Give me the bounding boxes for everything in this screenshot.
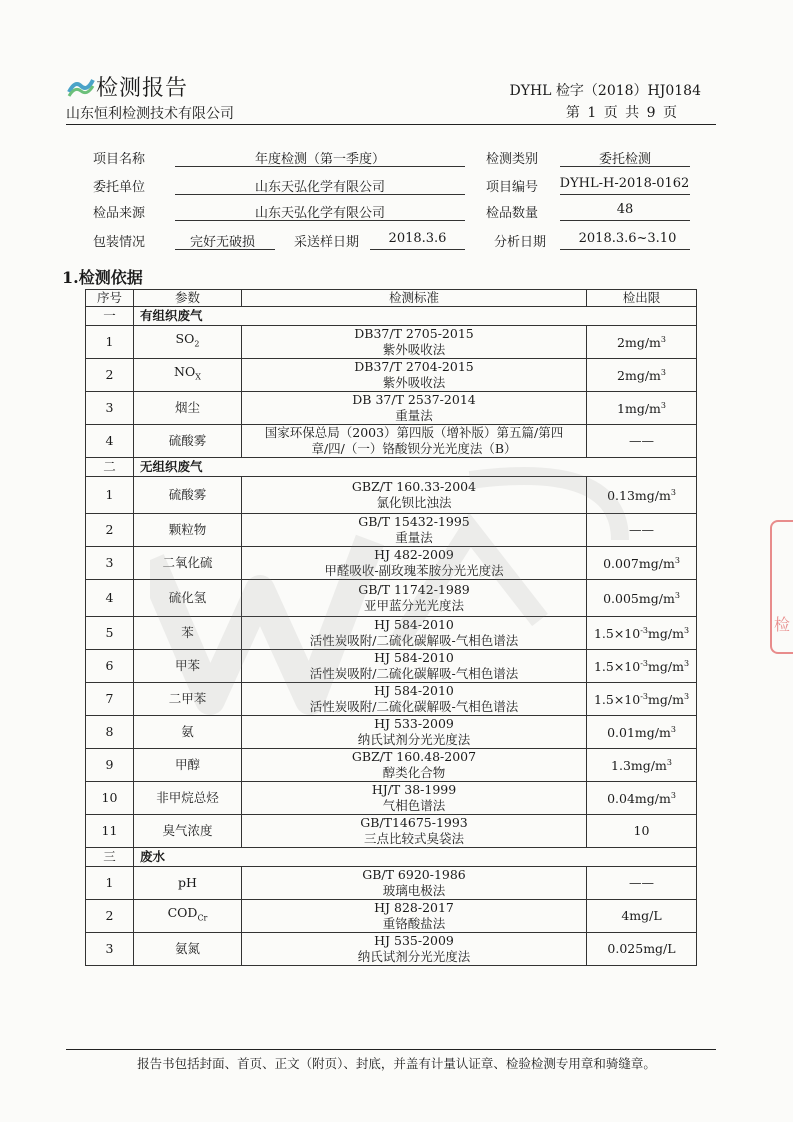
row-standard: [242, 359, 587, 392]
table-row: [86, 617, 697, 650]
row-limit: [587, 683, 697, 716]
row-limit: [587, 867, 697, 900]
standard-method: 重量法: [395, 530, 433, 545]
row-limit: [587, 650, 697, 683]
client-value: 山东天弘化学有限公司: [254, 180, 385, 195]
limit-superscript: 3: [670, 488, 676, 498]
row-param: [134, 716, 242, 749]
table-row: [86, 326, 697, 359]
limit-unit: mg/m: [648, 692, 684, 708]
standard-code: GB/T 6920-1986: [362, 867, 466, 882]
row-param: [134, 547, 242, 580]
standard-code: GBZ/T 160.48-2007: [351, 749, 477, 764]
limit-superscript: 3: [660, 368, 666, 378]
param-text: 甲苯: [174, 658, 200, 673]
table-header-row: [86, 290, 697, 307]
standard-method: 紫外吸收法: [382, 342, 446, 357]
standard-method: 气相色谱法: [382, 798, 446, 813]
param-text: 臭气浓度: [162, 823, 213, 838]
row-standard: [242, 580, 587, 617]
standard-method: 活性炭吸附/二硫化碳解吸-气相色谱法: [309, 699, 519, 714]
sample-qty-underline: [560, 220, 690, 221]
category-name: 无组织废气: [134, 458, 697, 477]
row-standard: [242, 617, 587, 650]
row-standard: [242, 683, 587, 716]
limit-superscript: 3: [660, 335, 666, 345]
category-row: [86, 458, 697, 477]
limit-text: 1.5×10: [593, 692, 641, 708]
row-standard: [242, 815, 587, 848]
limit-superscript: 3: [660, 401, 666, 411]
standard-code: HJ/T 38-1999: [371, 782, 457, 797]
category-name: 有组织废气: [134, 307, 697, 326]
table-row: [86, 392, 697, 425]
standard-method: 活性炭吸附/二硫化碳解吸-气相色谱法: [309, 633, 519, 648]
limit-text: 2mg/m: [617, 335, 661, 351]
limit-text: ——: [629, 433, 654, 448]
limit-text: ——: [629, 522, 654, 537]
row-param: [134, 749, 242, 782]
table-row: [86, 425, 697, 458]
sampling-date-label: 采送样日期: [294, 235, 360, 250]
packaging-value: 完好无破损: [189, 235, 255, 250]
table-row: [86, 782, 697, 815]
limit-exponent: -3: [640, 659, 649, 669]
row-standard: [242, 867, 587, 900]
client-underline: [175, 194, 465, 195]
row-limit: [587, 716, 697, 749]
row-param: [134, 580, 242, 617]
limit-text: 0.007mg/m: [603, 556, 675, 572]
row-param: [134, 867, 242, 900]
limit-exponent: -3: [640, 692, 649, 702]
standard-code: HJ 584-2010: [374, 650, 454, 665]
category-name: 废水: [134, 848, 697, 867]
row-standard: [242, 514, 587, 547]
table-row: [86, 867, 697, 900]
standard-code: DB 37/T 2537-2014: [352, 392, 476, 407]
row-no: 6: [86, 650, 134, 683]
standard-code: HJ 533-2009: [374, 716, 454, 731]
limit-text: ——: [629, 875, 654, 890]
row-standard: [242, 425, 587, 458]
limit-text: 10: [633, 823, 650, 838]
company-name: 山东恒利检测技术有限公司: [66, 106, 234, 122]
param-text: 硫化氢: [168, 590, 207, 605]
limit-text: 1mg/m: [617, 401, 661, 417]
row-no: 2: [86, 359, 134, 392]
param-text: 烟尘: [174, 400, 200, 415]
table-row: [86, 547, 697, 580]
limit-superscript: 3: [666, 758, 672, 768]
row-no: 3: [86, 392, 134, 425]
detection-standards-table: [85, 289, 697, 966]
limit-text: 0.04mg/m: [607, 791, 671, 807]
header-no: 序号: [86, 290, 134, 307]
row-standard: [242, 477, 587, 514]
param-subscript: 2: [194, 339, 200, 349]
stamp-text: 检: [774, 615, 791, 634]
standard-code: GB/T 11742-1989: [358, 582, 470, 597]
row-no: 5: [86, 617, 134, 650]
standard-code: GB/T14675-1993: [360, 815, 468, 830]
section-title: 1.检测依据: [62, 268, 143, 287]
sample-qty-label: 检品数量: [486, 206, 539, 221]
row-no: 11: [86, 815, 134, 848]
header-standard: 检测标准: [242, 290, 587, 307]
param-text: 硫酸雾: [168, 433, 207, 448]
limit-superscript: 3: [683, 626, 690, 636]
sample-qty-value: 48: [616, 202, 634, 217]
row-standard: [242, 650, 587, 683]
table-row: [86, 683, 697, 716]
row-no: 9: [86, 749, 134, 782]
row-limit: [587, 782, 697, 815]
param-subscript: Cr: [197, 913, 208, 923]
row-standard: [242, 326, 587, 359]
param-text: COD: [167, 905, 198, 921]
company-logo-icon: [67, 76, 95, 98]
row-limit: [587, 617, 697, 650]
row-param: [134, 933, 242, 966]
analysis-date-label: 分析日期: [494, 235, 547, 250]
client-label: 委托单位: [93, 180, 146, 195]
table-row: [86, 580, 697, 617]
limit-text: 4mg/L: [621, 908, 662, 923]
limit-text: 2mg/m: [617, 368, 661, 384]
packaging-label: 包装情况: [93, 235, 146, 250]
limit-superscript: 3: [674, 591, 680, 601]
row-limit: [587, 326, 697, 359]
row-param: [134, 815, 242, 848]
param-text: 苯: [181, 625, 194, 640]
param-text: 二甲苯: [168, 691, 207, 706]
project-name-underline: [175, 166, 465, 167]
project-name-label: 项目名称: [93, 152, 146, 167]
row-no: 3: [86, 547, 134, 580]
limit-text: 1.5×10: [593, 659, 641, 675]
standard-code: HJ 584-2010: [374, 617, 454, 632]
row-param: [134, 782, 242, 815]
row-no: 4: [86, 580, 134, 617]
limit-text: 1.3mg/m: [611, 758, 667, 774]
row-param: [134, 477, 242, 514]
detection-type-value: 委托检测: [598, 152, 651, 167]
row-limit: [587, 900, 697, 933]
standard-method: 醇类化合物: [382, 765, 446, 780]
packaging-underline: [175, 249, 275, 250]
row-standard: [242, 749, 587, 782]
row-no: 10: [86, 782, 134, 815]
param-text: NO: [174, 364, 196, 380]
standard-code: DB37/T 2705-2015: [354, 326, 474, 341]
row-no: 1: [86, 326, 134, 359]
table-row: [86, 749, 697, 782]
standard-method: 氯化钡比浊法: [376, 495, 452, 510]
standard-method: 玻璃电极法: [382, 883, 446, 898]
row-limit: [587, 514, 697, 547]
param-text: 氨: [181, 724, 194, 739]
limit-text: 0.01mg/m: [607, 725, 671, 741]
standard-method: 亚甲蓝分光光度法: [363, 598, 464, 613]
category-no: 一: [86, 307, 134, 326]
row-param: [134, 359, 242, 392]
footer-note: 报告书包括封面、首页、正文（附页）、封底，并盖有计量认证章、检验检测专用章和骑缝章。: [137, 1056, 656, 1071]
table-row: [86, 815, 697, 848]
footer-divider: [66, 1049, 716, 1050]
row-limit: [587, 359, 697, 392]
row-param: [134, 650, 242, 683]
row-no: 3: [86, 933, 134, 966]
table-row: [86, 933, 697, 966]
param-text: SO: [175, 331, 195, 347]
limit-text: 0.13mg/m: [607, 488, 671, 504]
standard-method: 章/四/（一）铬酸钡分光光度法（B）: [311, 441, 517, 456]
standard-method: 重铬酸盐法: [382, 916, 446, 931]
row-standard: [242, 782, 587, 815]
table-row: [86, 359, 697, 392]
project-no-label: 项目编号: [486, 180, 539, 195]
row-no: 8: [86, 716, 134, 749]
param-text: 二氧化硫: [162, 555, 213, 570]
row-limit: [587, 580, 697, 617]
standard-code: 国家环保总局（2003）第四版（增补版）第五篇/第四: [264, 425, 564, 440]
row-limit: [587, 392, 697, 425]
header-param: 参数: [134, 290, 242, 307]
row-limit: [587, 547, 697, 580]
project-no-underline: [560, 194, 690, 195]
row-param: [134, 425, 242, 458]
standard-method: 纳氏试剂分光光度法: [357, 732, 471, 747]
row-no: 2: [86, 900, 134, 933]
standard-code: DB37/T 2704-2015: [354, 359, 474, 374]
standard-method: 甲醛吸收-副玫瑰苯胺分光光度法: [324, 563, 504, 578]
param-subscript: X: [195, 372, 201, 382]
limit-superscript: 3: [683, 659, 690, 669]
category-row: [86, 848, 697, 867]
limit-text: 1.5×10: [593, 626, 641, 642]
param-text: 甲醇: [174, 757, 200, 772]
row-standard: [242, 392, 587, 425]
analysis-date-underline: [560, 249, 690, 250]
limit-unit: mg/m: [648, 626, 684, 642]
category-no: 二: [86, 458, 134, 477]
row-limit: [587, 425, 697, 458]
row-param: [134, 683, 242, 716]
row-no: 7: [86, 683, 134, 716]
row-no: 1: [86, 867, 134, 900]
standard-method: 重量法: [395, 408, 433, 423]
limit-text: 0.025mg/L: [607, 941, 676, 956]
detection-type-label: 检测类别: [486, 152, 539, 167]
row-limit: [587, 933, 697, 966]
param-text: 氨氮: [174, 941, 200, 956]
row-param: [134, 326, 242, 359]
limit-superscript: 3: [674, 556, 680, 566]
limit-text: 0.005mg/m: [603, 591, 675, 607]
standard-method: 三点比较式臭袋法: [363, 831, 464, 846]
row-param: [134, 392, 242, 425]
page-info: 第 1 页 共 9 页: [565, 105, 677, 121]
param-text: pH: [178, 875, 197, 890]
row-no: 2: [86, 514, 134, 547]
standard-code: HJ 482-2009: [374, 547, 454, 562]
limit-superscript: 3: [670, 791, 676, 801]
row-standard: [242, 900, 587, 933]
project-name-value: 年度检测（第一季度）: [254, 152, 385, 167]
row-param: [134, 514, 242, 547]
table-row: [86, 716, 697, 749]
row-standard: [242, 933, 587, 966]
analysis-date-value: 2018.3.6~3.10: [578, 231, 677, 246]
sample-source-underline: [175, 220, 465, 221]
param-text: 颗粒物: [168, 522, 207, 537]
standard-code: HJ 535-2009: [374, 933, 454, 948]
standard-code: GBZ/T 160.33-2004: [351, 479, 477, 494]
limit-exponent: -3: [640, 626, 649, 636]
row-no: 1: [86, 477, 134, 514]
row-standard: [242, 547, 587, 580]
sample-source-label: 检品来源: [93, 206, 146, 221]
header-divider: [66, 124, 716, 125]
category-row: [86, 307, 697, 326]
standard-code: HJ 828-2017: [374, 900, 454, 915]
table-row: [86, 514, 697, 547]
standard-code: HJ 584-2010: [374, 683, 454, 698]
standard-code: GB/T 15432-1995: [358, 514, 470, 529]
standard-method: 纳氏试剂分光光度法: [357, 949, 471, 964]
report-number: DYHL 检字（2018）HJ0184: [509, 83, 701, 99]
row-param: [134, 617, 242, 650]
table-row: [86, 477, 697, 514]
report-title: 检测报告: [96, 76, 189, 101]
row-limit: [587, 815, 697, 848]
category-no: 三: [86, 848, 134, 867]
row-param: [134, 900, 242, 933]
sampling-date-underline: [370, 249, 465, 250]
seam-stamp: [770, 520, 793, 654]
limit-superscript: 3: [670, 725, 676, 735]
row-no: 4: [86, 425, 134, 458]
header-limit: 检出限: [587, 290, 697, 307]
standard-method: 紫外吸收法: [382, 375, 446, 390]
table-row: [86, 900, 697, 933]
sampling-date-value: 2018.3.6: [388, 231, 447, 246]
sample-source-value: 山东天弘化学有限公司: [254, 206, 385, 221]
limit-unit: mg/m: [648, 659, 684, 675]
param-text: 非甲烷总烃: [156, 790, 219, 805]
row-standard: [242, 716, 587, 749]
row-limit: [587, 477, 697, 514]
limit-superscript: 3: [683, 692, 690, 702]
detection-type-underline: [560, 166, 690, 167]
project-no-value: DYHL-H-2018-0162: [559, 176, 690, 191]
standard-method: 活性炭吸附/二硫化碳解吸-气相色谱法: [309, 666, 519, 681]
param-text: 硫酸雾: [168, 487, 207, 502]
row-limit: [587, 749, 697, 782]
table-row: [86, 650, 697, 683]
